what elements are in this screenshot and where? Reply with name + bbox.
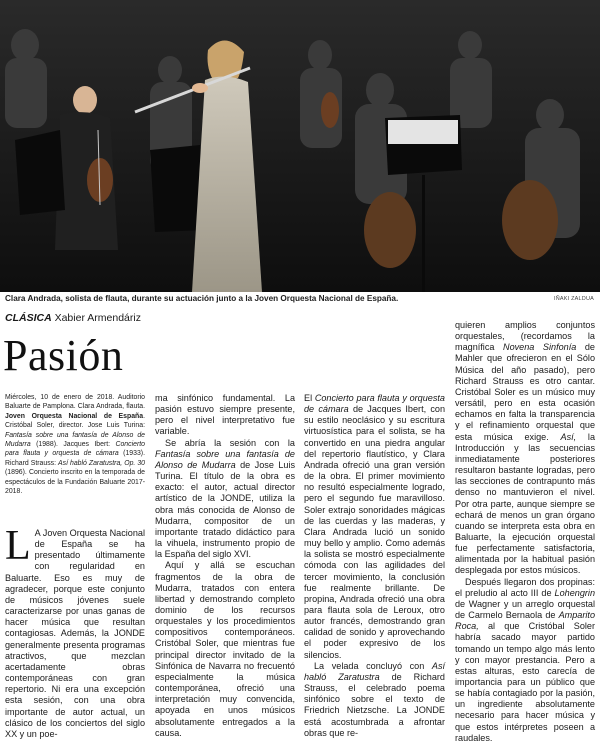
concert-photo [0, 0, 600, 292]
drop-cap: L [5, 523, 31, 569]
section-byline [5, 312, 141, 324]
body-column-3 [304, 393, 445, 739]
paragraph: Aquí y allá se escuchan fragmentos de la obra de Mudarra, tratados con entera libertad y demostrando completo dominio de los recursos orquestales y los procedimientos compositivos contemporáneos. Cristóbal Soler, que mientras fue principal director invitado de la Sinfónica de Navarra no frecuentó especialmente la música contemporánea, ofreció una interpretación muy convencida, apoyada en unos músicos absolutamente entregados a la causa. [155, 560, 295, 738]
body-column-1 [5, 523, 145, 740]
body-column-4 [455, 320, 595, 744]
photo-credit: IÑAKI ZALDUA [554, 296, 594, 302]
factbox-text: Miércoles, 10 de enero de 2018. Auditorio Baluarte de Pamplona. Clara Andrada, flauta. Joven Orquesta Nacional de España. Cristóbal Soler, director. Jose Luis Turina: Fantasía sobre una fantasía de Alonso de Mudarra (1988). Jacques Ibert: Concierto para flauta y orquesta de cámara (1933). Richard Strauss: Así habló Zaratustra, Op. 30 (1896). Concierto inscrito en la temporada de espectáculos de la Fundación Baluarte 2017-2018. [5, 394, 145, 496]
paragraph: ma sinfónico fundamental. La pasión estuvo siempre presente, pero el nivel interpretativo fue variable. [155, 393, 295, 437]
paragraph: La velada concluyó con Así habló Zaratustra de Richard Strauss, el celebrado poema sinfónico sobre el texto de Friedrich Nietzsche. La JONDE está acostumbrada a afrontar obras que re- [304, 660, 446, 738]
paragraph: Después llegaron dos propinas: el preludio al acto III de Lohengrin de Wagner y un arreglo orquestal de Carmelo Bernaola de Amparito Roca, al que Cristóbal Soler habría sacado mayor partido tomando un tempo algo más lento y con mayor prestancia. Pero a estas alturas, esto carecía de importancia para un público que se había contagiado por la pasión, un ingrediente absolutamente necesario para hacer música y que estos intérpretes poseen a raudales. [455, 576, 595, 743]
headline: Pasión [3, 331, 124, 380]
paragraph: El Concierto para flauta y orquesta de cámara de Jacques Ibert, con su estilo neoclásico y su escritura virtuosística para el solista, se ha convertido en una piedra angular del repertorio flautístico, y Clara Andrada ofreció una gran versión de la obra. El primer movimiento no resultó especialmente logrado, pero el segundo fue maravilloso. Soler extrajo sonoridades mágicas de las cuerdas y las maderas, y Clara Andrada lució un sonido muy bello y amplio. Como además la solista se mostró especialmente cómoda con las agilidades del tercer movimiento, la conclusión fue realmente brillante. De propina, Andrada ofreció una obra para flauta sola de Leroux, otro autor francés, demostrando gran calidad de sonido y aprovechando el poder expresivo de los silencios. [304, 393, 446, 660]
section-label: CLÁSICA [5, 312, 52, 324]
paragraph: L A Joven Orquesta Nacional de España se ha presentado últimamente con regularidad en Baluarte. Eso es muy de agradecer, porque este conjunto de músicos jóvenes suele caracterizarse por unas ganas de hacer música que resultan contagiosas. Además, la JONDE generalmente presenta programas atractivos, que mezclan acertadamente obras contemporáneas con gran repertorio. Ni era una excepción esta sesión, con una obra importante de autor actual, un clásico de los conciertos del siglo XX y un poe- [5, 523, 145, 739]
paragraph: quieren amplios conjuntos orquestales, (recordamos la magnífica Novena Sinfonía de Mahler que ofrecieron en el Sólo Música del año pasado), pero Richard Strauss es otro cantar. Cristóbal Soler es un músico muy versátil, pero en esta ocasión echamos en falta la transparencia y el refinamiento orquestal que esta música exige. Así, la Introducción y las secuencias inmediatamente posteriores resultaron bastante logradas, pero las secciones de contrapunto más denso no mantuvieron el nivel. Por otra parte, aunque siempre se echará de menos un gran órgano cuando se interpreta esta obra en Baluarte, la ejecución orquestal fue perfectamente satisfactoria, alimentada por la habitual pasión desplegada por estos músicos. [455, 320, 595, 576]
photo-caption: Clara Andrada, solista de flauta, durante su actuación junto a la Joven Orquesta Nacional de España. [5, 294, 399, 303]
orchestra-illustration [0, 0, 600, 292]
paragraph: Se abría la sesión con la Fantasía sobre una fantasía de Alonso de Mudarra de Jose Luis Turina. El título de la obra es exacto: el autor, actual director artístico de la JONDE, utiliza la obra más conocida de Alonso de Mudarra, compositor de un importante tratado didáctico para la vihuela, instrumento propio de la España del siglo XVI. [155, 437, 296, 560]
concert-factbox [5, 393, 145, 496]
body-column-2 [155, 393, 295, 739]
author-name: Xabier Armendáriz [54, 312, 141, 324]
